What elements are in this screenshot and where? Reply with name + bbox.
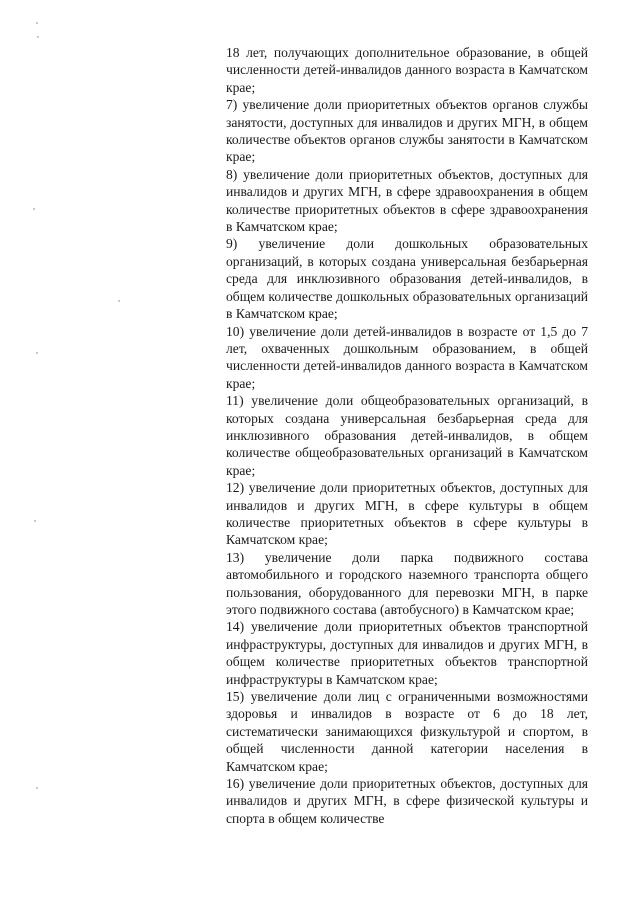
- paragraph-item-12: 12) увеличение доли приоритетных объектов, доступных для инвалидов и других МГН, в сфере культуры в общем количестве приоритетных объектов в сфере культуры в Камчатском крае;: [226, 480, 588, 548]
- document-body: [226, 44, 588, 827]
- scan-speck: [36, 22, 38, 24]
- paragraph-item-15: 15) увеличение доли лиц с ограниченными возможностями здоровья и инвалидов в возрасте от 6 до 18 лет, систематически занимающихся физкультурой и спортом, в общей численности данной категории населения в Камчатском крае;: [226, 689, 588, 774]
- scan-speck: [33, 208, 35, 210]
- paragraph-item-8: 8) увеличение доли приоритетных объектов, доступных для инвалидов и других МГН, в сфере здравоохранения в общем количестве приоритетных объектов в сфере здравоохранения в Камчатском крае;: [226, 166, 588, 235]
- paragraph-item-11: 11) увеличение доли общеобразовательных организаций, в которых создана универсальная безбарьерная среда для инклюзивного образования детей-инвалидов, в общем количестве общеобразовательных организаций в Камчатском крае;: [226, 393, 588, 478]
- paragraph-item-10: 10) увеличение доли детей-инвалидов в возрасте от 1,5 до 7 лет, охваченных дошкольным образованием, в общей численности детей-инвалидов данного возраста в Камчатском крае;: [226, 323, 588, 391]
- scan-speck: [36, 787, 38, 789]
- scan-speck: [37, 36, 39, 38]
- scan-speck: [36, 352, 38, 354]
- paragraph-item-13: 13) увеличение доли парка подвижного состава автомобильного и городского наземного транспорта общего пользования, оборудованного для перевозки МГН, в парке этого подвижного состава (автобусного) в Камчатском крае;: [226, 549, 588, 617]
- scan-speck: [118, 300, 120, 302]
- paragraph-item-16: 16) увеличение доли приоритетных объектов, доступных для инвалидов и других МГН, в сфере физической культуры и спорта в общем количестве: [226, 776, 588, 826]
- paragraph-continuation: 18 лет, получающих дополнительное образование, в общей численности детей-инвалидов данного возраста в Камчатском крае;: [226, 45, 588, 95]
- paragraph-item-7: 7) увеличение доли приоритетных объектов органов службы занятости, доступных для инвалидов и других МГН, в общем количестве объектов органов службы занятости в Камчатском крае;: [226, 97, 588, 165]
- paragraph-item-9: 9) увеличение доли дошкольных образовательных организаций, в которых создана универсальная безбарьерная среда для инклюзивного образования детей-инвалидов, в общем количестве дошкольных образовательных организаций в Камчатском крае;: [226, 236, 588, 322]
- paragraph-item-14: 14) увеличение доли приоритетных объектов транспортной инфраструктуры, доступных для инвалидов и других МГН, в общем количестве приоритетных объектов транспортной инфраструктуры в Камчатском крае;: [226, 619, 588, 687]
- scan-speck: [34, 520, 36, 522]
